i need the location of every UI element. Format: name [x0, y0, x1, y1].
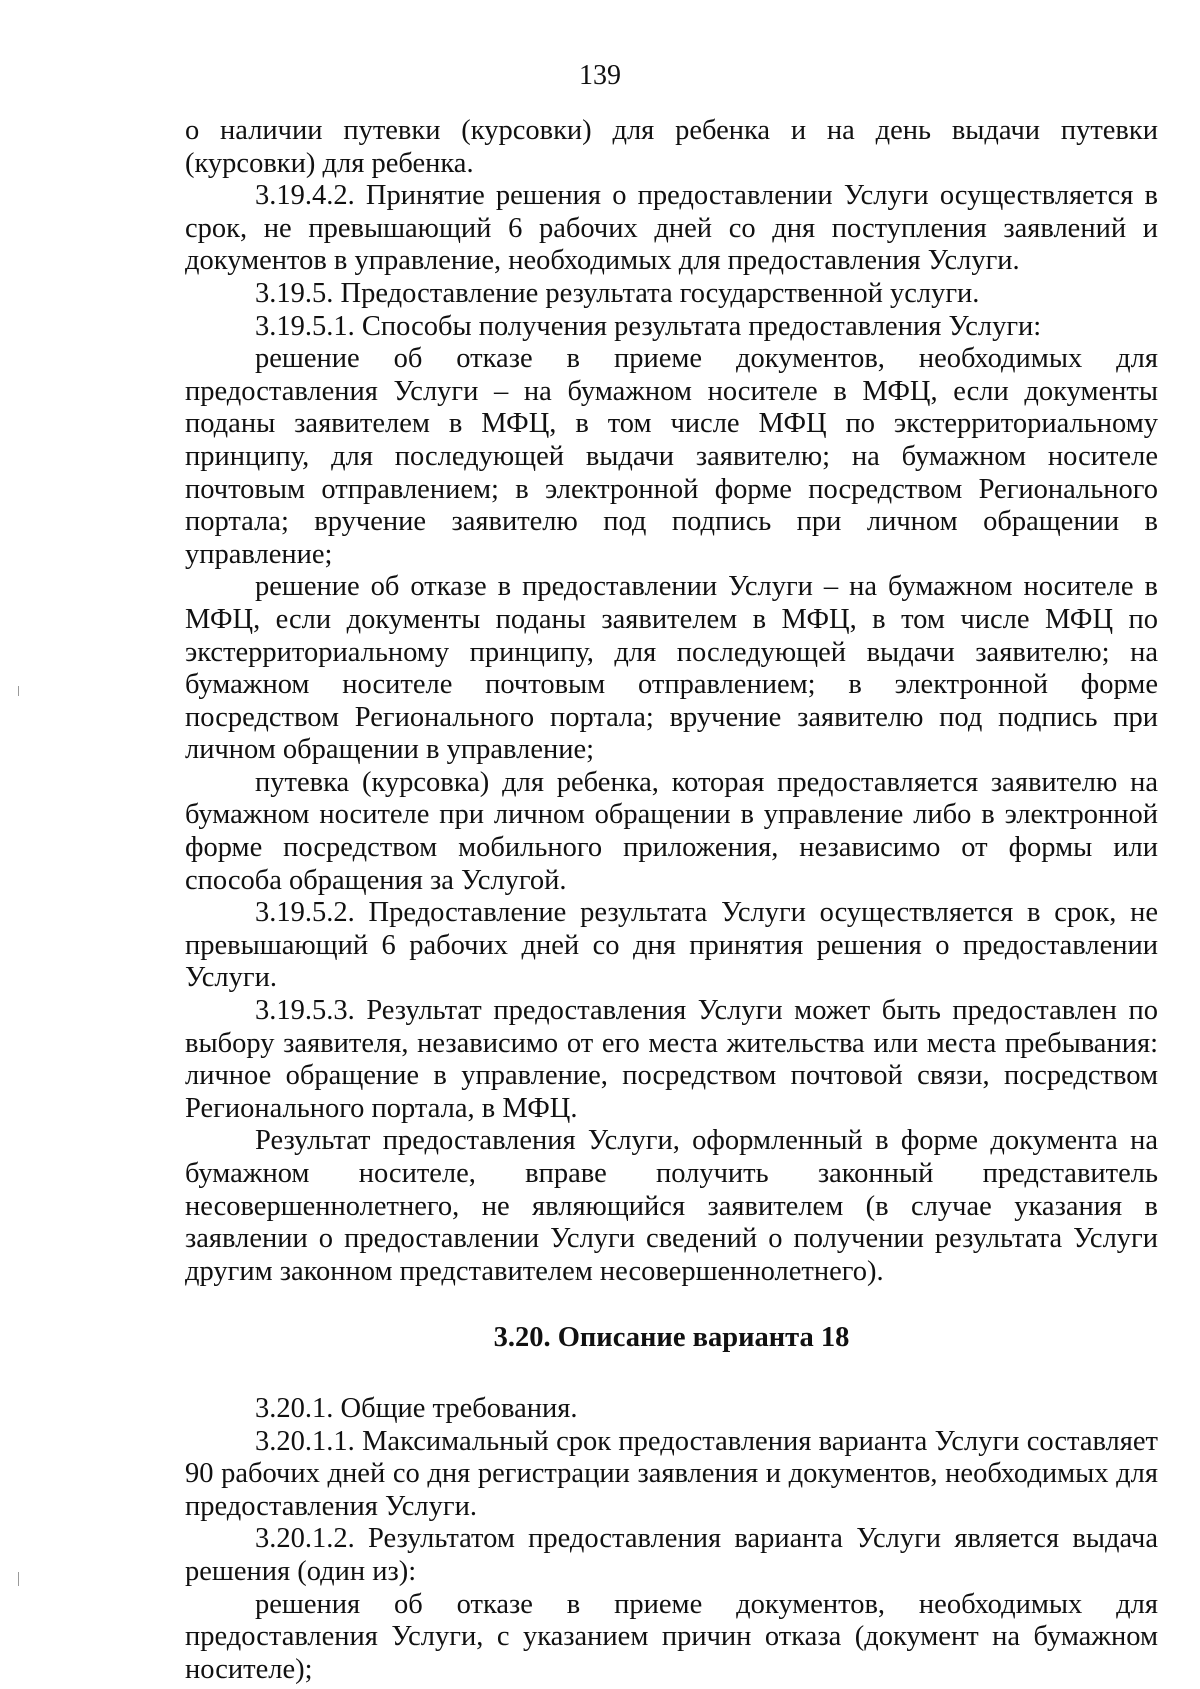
paragraph-3-19-5-1: 3.19.5.1. Способы получения результата предоставления Услуги:: [255, 310, 1042, 342]
paragraph-continuation: о наличии путевки (курсовки) для ребенка и на день выдачи путевки (курсовки) для ребенка.: [185, 115, 1158, 179]
paragraph-refusal-decision: решения об отказе в приеме документов, необходимых для предоставления Услуги, с указанием причин отказа (документ на бумажном носителе);: [185, 1588, 1158, 1685]
scan-edge-mark: [18, 1572, 19, 1586]
paragraph-3-19-4-2: 3.19.4.2. Принятие решения о предоставлении Услуги осуществляется в срок, не превышающий 6 рабочих дней со дня поступления заявлений и документов в управление, необходимых для предоставления Услуги.: [185, 180, 1158, 277]
document-body: [185, 115, 1158, 1686]
paragraph-3-19-5-3: 3.19.5.3. Результат предоставления Услуги может быть предоставлен по выбору заявителя, независимо от его места жительства или места пребывания: личное обращение в управление, посредством почтовой связи, посредством Регионального портала, в МФЦ.: [185, 995, 1158, 1124]
paragraph-3-19-5-2: 3.19.5.2. Предоставление результата Услуги осуществляется в срок, не превышающий 6 рабочих дней со дня принятия решения о предоставлении Услуги.: [185, 897, 1158, 994]
paragraph-legal-representative: Результат предоставления Услуги, оформленный в форме документа на бумажном носителе, вправе получить законный представитель несовершеннолетнего, не являющийся заявителем (в случае указания в заявлении о предоставлении Услуги сведений о получении результата Услуги другим законном представителем несовершеннолетнего).: [185, 1125, 1158, 1287]
paragraph-voucher: путевка (курсовка) для ребенка, которая предоставляется заявителю на бумажном носителе при личном обращении в управление либо в электронной форме посредством мобильного приложения, независимо от формы или способа обращения за Услугой.: [185, 766, 1158, 896]
paragraph-3-19-5: 3.19.5. Предоставление результата государственной услуги.: [255, 277, 980, 309]
scan-edge-mark: [18, 686, 19, 696]
paragraph-3-20-1: 3.20.1. Общие требования.: [255, 1392, 578, 1424]
paragraph-refusal-service: решение об отказе в предоставлении Услуги – на бумажном носителе в МФЦ, если документы поданы заявителем в МФЦ, в том числе МФЦ по экстерриториальному принципу, для последующей выдачи заявителю; на бумажном носителе почтовым отправлением; в электронной форме посредством Регионального портала; вручение заявителю под подпись при личном обращении в управление;: [185, 571, 1158, 766]
section-heading: 3.20. Описание варианта 18: [493, 1322, 850, 1354]
paragraph-refusal-documents: решение об отказе в приеме документов, необходимых для предоставления Услуги – на бумажном носителе в МФЦ, если документы поданы заявителем в МФЦ, в том числе МФЦ по экстерриториальному принципу, для последующей выдачи заявителю; на бумажном носителе почтовым отправлением; в электронной форме посредством Регионального портала; вручение заявителю под подпись при личном обращении в управление;: [185, 343, 1158, 570]
paragraph-3-20-1-2: 3.20.1.2. Результатом предоставления варианта Услуги является выдача решения (один из):: [185, 1523, 1158, 1587]
paragraph-3-20-1-1: 3.20.1.1. Максимальный срок предоставления варианта Услуги составляет 90 рабочих дней со дня регистрации заявления и документов, необходимых для предоставления Услуги.: [185, 1425, 1158, 1522]
page-number: 139: [579, 60, 621, 91]
